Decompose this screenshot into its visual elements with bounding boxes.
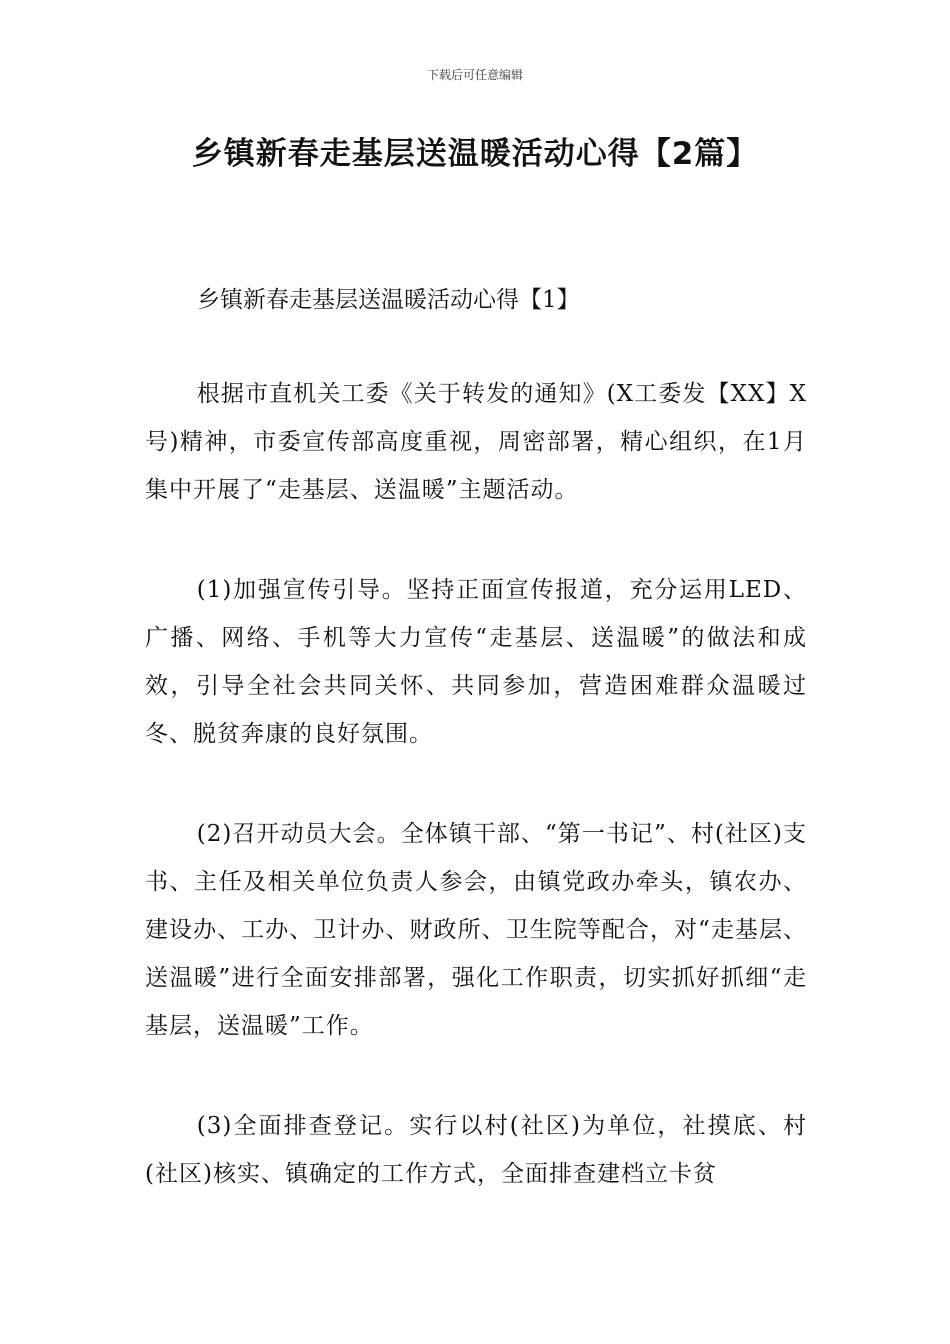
paragraph-publicity: (1)加强宣传引导。坚持正面宣传报道，充分运用LED、广播、网络、手机等大力宣传“走基层、送温暖”的做法和成效，引导全社会共同关怀、共同参加，营造困难群众温暖过冬、脱贫奔康的良好氛围。 [145,577,807,747]
document-body [145,276,807,1250]
paragraph-meeting: (2)召开动员大会。全体镇干部、“第一书记”、村(社区)支书、主任及相关单位负责人参会，由镇党政办牵头，镇农办、建设办、工办、卫计办、财政所、卫生院等配合，对“走基层、送温暖”进行全面安排部署，强化工作职责，切实抓好抓细“走基层，送温暖”工作。 [145,821,807,1039]
header-note: 下载后可任意编辑 [426,68,523,82]
paragraph-survey: (3)全面排查登记。实行以村(社区)为单位，社摸底、村(社区)核实、镇确定的工作方式，全面排查建档立卡贫 [145,1113,807,1187]
section-subtitle: 乡镇新春走基层送温暖活动心得【1】 [197,287,580,313]
paragraph-intro: 根据市直机关工委《关于转发的通知》(X工委发【XX】X号)精神，市委宣传部高度重视，周密部署，精心组织，在1月集中开展了“走基层、送温暖”主题活动。 [145,381,807,503]
document-title: 乡镇新春走基层送温暖活动心得【2篇】 [191,136,759,172]
